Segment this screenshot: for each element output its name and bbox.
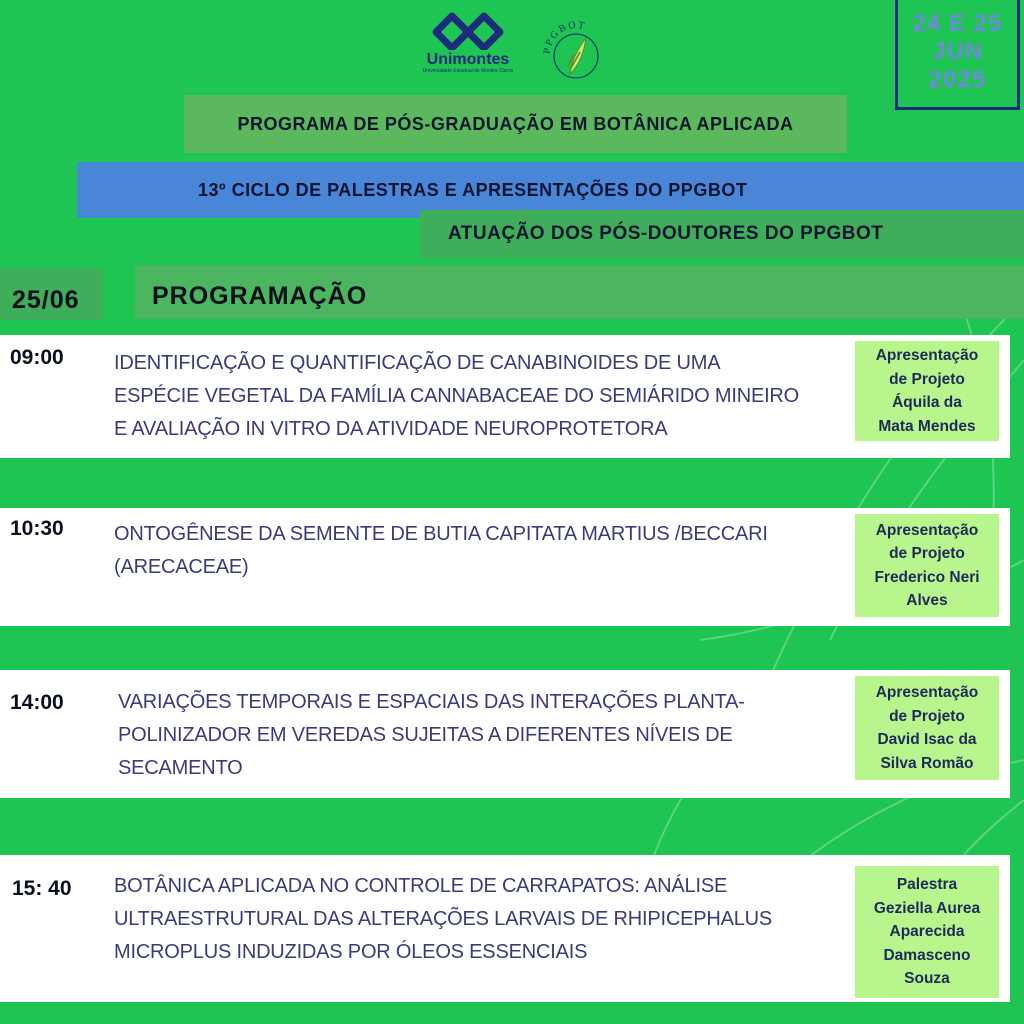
- slot-title-line: BOTÂNICA APLICADA NO CONTROLE DE CARRAPATOS: ANÁLISE: [114, 875, 728, 897]
- presenter-tag: [855, 676, 999, 780]
- ppgbot-logo-text: PPGBOT: [541, 19, 588, 55]
- unimontes-logo: [412, 10, 524, 82]
- event-dates-box: [895, 0, 1020, 110]
- unimontes-logo-icon: [428, 10, 508, 50]
- event-date-month: JUN: [931, 38, 983, 65]
- tag-line: Palestra: [896, 876, 958, 894]
- slot-title: [114, 347, 799, 446]
- slot-time: 10:30: [10, 517, 64, 540]
- slot-time: 15: 40: [12, 877, 72, 900]
- tag-line: Apresentação: [875, 684, 979, 701]
- ppgbot-logo: [540, 14, 612, 86]
- presenter-tag: [855, 514, 999, 617]
- tag-line: Silva Romão: [880, 754, 974, 772]
- slot-title-line: (ARECACEAE): [114, 556, 249, 578]
- tag-line: Souza: [904, 970, 950, 988]
- slot-time: 09:00: [10, 346, 64, 369]
- tag-line: de Projeto: [889, 370, 965, 388]
- theme-banner: ATUAÇÃO DOS PÓS-DOUTORES DO PPGBOT: [420, 210, 1024, 258]
- slot-title-line: ESPÉCIE VEGETAL DA FAMÍLIA CANNABACEAE DO SEMIÁRIDO MINEIRO: [114, 385, 800, 407]
- tag-line: de Projeto: [889, 545, 965, 562]
- slot-title-line: SECAMENTO: [118, 757, 243, 779]
- tag-line: de Projeto: [889, 707, 965, 725]
- slot-title: [114, 870, 772, 969]
- university-subtitle: Universidade Estadual de Montes Claros: [422, 68, 514, 74]
- slot-title-line: E AVALIAÇÃO IN VITRO DA ATIVIDADE NEUROPROTETORA: [114, 418, 668, 440]
- presenter-tag: [855, 341, 999, 441]
- schedule-slot: [0, 508, 1010, 626]
- slot-title-line: ONTOGÊNESE DA SEMENTE DE BUTIA CAPITATA MARTIUS /BECCARI: [114, 523, 768, 545]
- slot-title-line: ULTRAESTRUTURAL DAS ALTERAÇÕES LARVAIS DE RHIPICEPHALUS: [114, 908, 773, 930]
- event-date-year: 2025: [928, 66, 987, 93]
- tag-line: Damasceno: [883, 946, 971, 964]
- tag-line: Frederico Neri: [874, 568, 980, 586]
- schedule-slot: [0, 335, 1010, 458]
- tag-line: Mata Mendes: [878, 417, 976, 435]
- university-name: Unimontes: [426, 51, 510, 68]
- schedule-heading: PROGRAMAÇÃO: [152, 282, 368, 310]
- slot-title-line: IDENTIFICAÇÃO E QUANTIFICAÇÃO DE CANABINOIDES DE UMA: [114, 352, 721, 374]
- ppgbot-logo-icon: [540, 14, 612, 86]
- schedule-slot: [0, 855, 1010, 1002]
- slot-title-line: MICROPLUS INDUZIDAS POR ÓLEOS ESSENCIAIS: [114, 941, 588, 963]
- tag-line: Apresentação: [875, 521, 979, 539]
- slot-time: 14:00: [10, 691, 64, 714]
- tag-line: Geziella Aurea: [873, 899, 981, 917]
- presenter-tag: [855, 866, 999, 998]
- schedule-date: 25/06: [12, 286, 80, 314]
- cycle-banner: 13º CICLO DE PALESTRAS E APRESENTAÇÕES DO PPGBOT: [77, 162, 1024, 218]
- tag-line: Aparecida: [889, 923, 965, 941]
- slot-title-line: POLINIZADOR EM VEREDAS SUJEITAS A DIFERENTES NÍVEIS DE: [118, 724, 733, 746]
- tag-line: David Isac da: [877, 731, 977, 748]
- program-banner: PROGRAMA DE PÓS-GRADUAÇÃO EM BOTÂNICA APLICADA: [184, 95, 847, 153]
- slot-title-line: VARIAÇÕES TEMPORAIS E ESPACIAIS DAS INTERAÇÕES PLANTA-: [118, 691, 745, 713]
- event-date-days: 24 E 25: [912, 10, 1003, 37]
- tag-line: Áquila da: [892, 394, 962, 411]
- slot-title: [118, 686, 745, 785]
- tag-line: Apresentação: [875, 347, 979, 364]
- schedule-slot: [0, 670, 1010, 798]
- slot-title: [114, 518, 768, 584]
- tag-line: Alves: [906, 592, 948, 609]
